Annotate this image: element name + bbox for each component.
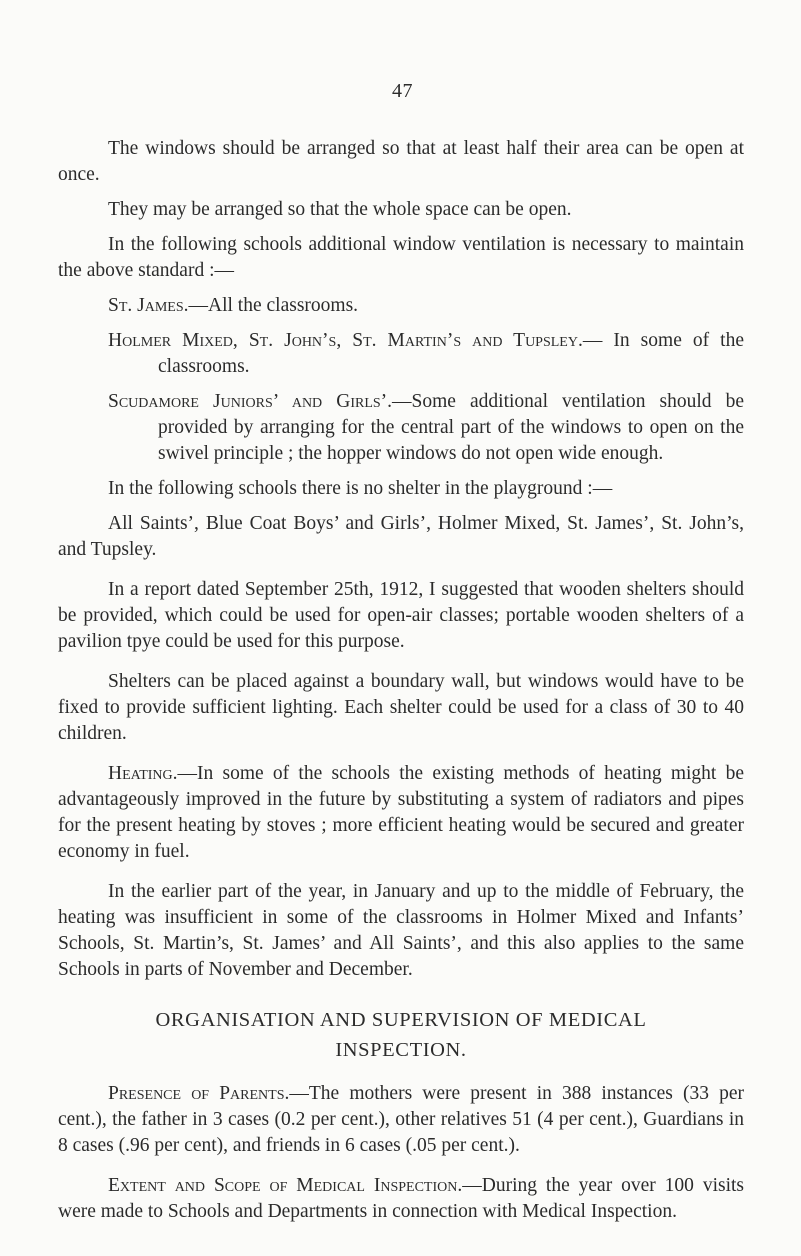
- section-heading: [58, 1005, 744, 1065]
- run-in-heading: Presence of Parents.: [108, 1083, 290, 1104]
- paragraph-text: —All the classrooms.: [188, 295, 359, 316]
- paragraph-ventilation-intro: In the following schools additional window ventilation is necessary to maintain the above standard :—: [58, 234, 744, 281]
- paragraph-text: —During the year over 100 visits were made to Schools and Departments in connection with Medical Inspection.: [58, 1175, 745, 1222]
- run-in-heading: Holmer Mixed, St. John’s, St. Martin’s and Tupsley.: [108, 330, 583, 351]
- paragraph-holmer-mixed: [108, 328, 744, 380]
- paragraph-scudamore: [108, 389, 744, 467]
- paragraph-st-james: [108, 293, 744, 319]
- paragraph-text: —In some of the schools the existing methods of heating might be advantageously improved in the future by substituting a system of radiators and pipes for the present heating by stoves ; more efficient heating would be secured and greater economy in fuel.: [58, 763, 744, 862]
- run-in-heading: Scudamore Juniors’ and Girls’.: [108, 391, 393, 412]
- paragraph-text: —Some additional ventilation should be provided by arranging for the central part of the windows to open on the swivel principle ; the hopper windows do not open wide enough.: [158, 391, 744, 464]
- paragraph-heating: [58, 761, 744, 865]
- run-in-heading: Extent and Scope of Medical Inspection.: [108, 1175, 463, 1196]
- section-heading-line: ORGANISATION AND SUPERVISION OF MEDICAL: [155, 1009, 647, 1031]
- paragraph-extent-and-scope: [58, 1173, 744, 1225]
- paragraph-window-area: The windows should be arranged so that at least half their area can be open at once.: [58, 138, 744, 185]
- paragraph-text: — In some of the classrooms.: [158, 330, 744, 377]
- run-in-heading: St. James.: [108, 295, 189, 316]
- paragraph-presence-of-parents: [58, 1081, 744, 1159]
- paragraph-school-list: All Saints’, Blue Coat Boys’ and Girls’, Holmer Mixed, St. James’, St. John’s, and Tupsley.: [58, 513, 744, 560]
- paragraph-heating-insufficient: In the earlier part of the year, in January and up to the middle of February, the heating was insufficient in some of the classrooms in Holmer Mixed and Infants’ Schools, St. Martin’s, St. James’ and All Saints’, and this also applies to the same Schools in parts of November and December.: [58, 881, 744, 980]
- paragraph-whole-space: They may be arranged so that the whole space can be open.: [108, 199, 572, 220]
- paragraph-report: In a report dated September 25th, 1912, I suggested that wooden shelters should be provided, which could be used for open-air classes; portable wooden shelters of a pavilion tpye could be used for this purpose.: [58, 579, 744, 652]
- paragraph-shelters: Shelters can be placed against a boundary wall, but windows would have to be fixed to provide sufficient lighting. Each shelter could be used for a class of 30 to 40 children.: [58, 671, 744, 744]
- page-number: 47: [392, 80, 413, 102]
- run-in-heading: Heating.: [108, 763, 178, 784]
- paragraph-no-shelter-intro: In the following schools there is no shelter in the playground :—: [108, 478, 613, 499]
- page-body: [58, 136, 744, 1225]
- section-heading-line: INSPECTION.: [335, 1039, 467, 1061]
- paragraph-text: —The mothers were present in 388 instances (33 per cent.), the father in 3 cases (0.2 per cent.), other relatives 51 (4 per cent.), Guardians in 8 cases (.96 per cent), and friends in 6 cases (.05 per cent.).: [58, 1083, 745, 1156]
